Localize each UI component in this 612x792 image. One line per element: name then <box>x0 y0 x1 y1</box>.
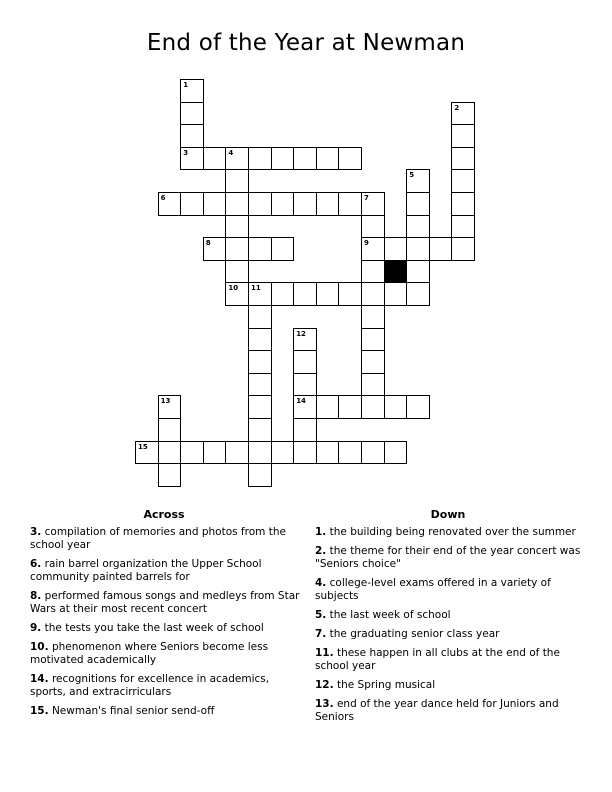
grid-cell[interactable] <box>271 192 295 216</box>
grid-cell[interactable] <box>248 305 272 329</box>
grid-cell[interactable] <box>338 441 362 465</box>
grid-cell[interactable] <box>361 441 385 465</box>
grid-cell[interactable] <box>384 395 408 419</box>
grid-cell[interactable] <box>338 147 362 171</box>
clue-down-13: 13. end of the year dance held for Juniors and Seniors <box>315 698 559 723</box>
across-heading: Across <box>143 508 185 521</box>
grid-cell[interactable] <box>225 237 249 261</box>
grid-cell[interactable] <box>203 441 227 465</box>
clue-across-3: 3. compilation of memories and photos from the school year <box>30 526 286 551</box>
clue-across-14: 14. recognitions for excellence in academics, sports, and extracirriculars <box>30 673 270 698</box>
grid-cell[interactable] <box>361 328 385 352</box>
grid-cell[interactable] <box>429 237 453 261</box>
grid-cell[interactable] <box>248 192 272 216</box>
grid-cell[interactable] <box>225 260 249 284</box>
grid-number: 15 <box>138 442 148 451</box>
clue-across-9: 9. the tests you take the last week of school <box>30 622 264 634</box>
grid-cell[interactable] <box>361 395 385 419</box>
grid-cell[interactable] <box>361 260 385 284</box>
grid-number: 1 <box>183 81 189 89</box>
grid-cell[interactable] <box>451 192 475 216</box>
grid-cell[interactable] <box>293 282 317 306</box>
grid-cell[interactable] <box>406 395 430 419</box>
grid-number: 12 <box>296 329 306 338</box>
grid-cell[interactable] <box>451 169 475 193</box>
clue-across-10: 10. phenomenon where Seniors become less motivated academically <box>30 641 269 666</box>
clue-across-6: 6. rain barrel organization the Upper School community painted barrels for <box>30 558 262 583</box>
grid-cell[interactable] <box>316 147 340 171</box>
grid-cell[interactable] <box>384 282 408 306</box>
grid-number: 7 <box>364 194 369 202</box>
grid-number: 2 <box>454 103 460 112</box>
grid-cell[interactable] <box>361 305 385 329</box>
grid-cell[interactable] <box>248 463 272 487</box>
grid-number: 5 <box>409 171 415 180</box>
grid-cell[interactable] <box>225 215 249 239</box>
grid-cell[interactable] <box>293 418 317 442</box>
grid-cell[interactable] <box>316 395 340 419</box>
grid-cell[interactable] <box>316 282 340 306</box>
grid-number: 6 <box>160 194 166 202</box>
clue-down-12: 12. the Spring musical <box>315 679 436 691</box>
grid-cell[interactable] <box>361 350 385 374</box>
down-clues <box>315 526 585 730</box>
grid-cell[interactable] <box>406 260 430 284</box>
grid-number: 10 <box>228 284 239 293</box>
grid-cell[interactable] <box>248 418 272 442</box>
grid-cell[interactable] <box>248 350 272 374</box>
grid-cell[interactable] <box>451 215 475 239</box>
grid-cell[interactable] <box>293 373 317 397</box>
grid-cell[interactable] <box>384 441 408 465</box>
clue-down-4: 4. college-level exams offered in a variety of subjects <box>315 577 551 602</box>
grid-number: 14 <box>296 397 306 406</box>
grid-cell[interactable] <box>451 124 475 148</box>
grid-cell[interactable] <box>406 192 430 216</box>
grid-cell[interactable] <box>248 395 272 419</box>
grid-cell[interactable] <box>180 441 204 465</box>
grid-cell[interactable] <box>384 237 408 261</box>
grid-cell[interactable] <box>158 463 182 487</box>
grid-cell[interactable] <box>248 147 272 171</box>
clue-down-1: 1. the building being renovated over the summer <box>315 526 576 538</box>
grid-cell[interactable] <box>271 282 295 306</box>
grid-number: 13 <box>160 397 171 406</box>
grid-cell-blocked <box>384 260 408 284</box>
grid-cell[interactable] <box>451 147 475 171</box>
grid-cell[interactable] <box>316 192 340 216</box>
grid-cell[interactable] <box>203 147 227 171</box>
grid-cell[interactable] <box>180 192 204 216</box>
grid-number: 4 <box>228 148 234 157</box>
grid-cell[interactable] <box>451 237 475 261</box>
across-clues <box>30 526 300 724</box>
down-heading: Down <box>430 508 466 521</box>
grid-cell[interactable] <box>338 192 362 216</box>
grid-cell[interactable] <box>406 215 430 239</box>
page-title: End of the Year at Newman <box>146 30 466 56</box>
grid-cell[interactable] <box>293 441 317 465</box>
grid-cell[interactable] <box>293 350 317 374</box>
grid-cell[interactable] <box>158 418 182 442</box>
grid-cell[interactable] <box>406 237 430 261</box>
grid-cell[interactable] <box>248 441 272 465</box>
clue-down-11: 11. these happen in all clubs at the end of the school year <box>315 647 560 672</box>
clue-down-2: 2. the theme for their end of the year concert was "Seniors choice" <box>315 545 581 570</box>
grid-cell[interactable] <box>248 237 272 261</box>
grid-cell[interactable] <box>316 441 340 465</box>
grid-cell[interactable] <box>271 147 295 171</box>
grid-number: 9 <box>364 239 369 248</box>
grid-cell[interactable] <box>271 441 295 465</box>
grid-cell[interactable] <box>338 395 362 419</box>
grid-cell[interactable] <box>158 441 182 465</box>
grid-cell[interactable] <box>271 237 295 261</box>
grid-cell[interactable] <box>225 192 249 216</box>
grid-cell[interactable] <box>225 441 249 465</box>
grid-cell[interactable] <box>180 102 204 126</box>
grid-cell[interactable] <box>361 215 385 239</box>
grid-cell[interactable] <box>203 192 227 216</box>
grid-number: 11 <box>251 284 261 293</box>
grid-cell[interactable] <box>180 124 204 148</box>
grid-cell[interactable] <box>361 282 385 306</box>
grid-cell[interactable] <box>225 169 249 193</box>
grid-cell[interactable] <box>248 373 272 397</box>
clue-down-7: 7. the graduating senior class year <box>315 628 500 640</box>
grid-number: 8 <box>205 239 211 248</box>
clue-down-5: 5. the last week of school <box>315 609 451 621</box>
clue-across-8: 8. performed famous songs and medleys from Star Wars at their most recent concert <box>30 590 300 615</box>
grid-cell[interactable] <box>338 282 362 306</box>
grid-cell[interactable] <box>293 192 317 216</box>
grid-number: 3 <box>183 148 189 157</box>
clue-across-15: 15. Newman's final senior send-off <box>30 705 215 717</box>
grid-cell[interactable] <box>293 147 317 171</box>
grid-cell[interactable] <box>361 373 385 397</box>
grid-cell[interactable] <box>406 282 430 306</box>
grid-cell[interactable] <box>248 328 272 352</box>
